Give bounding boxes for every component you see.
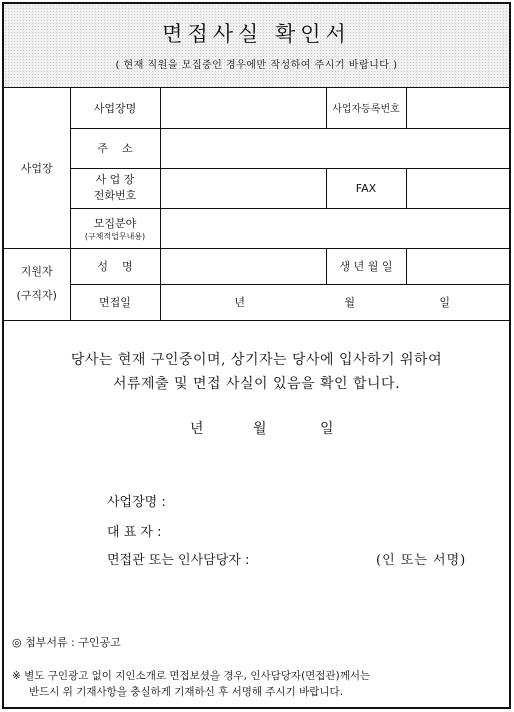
fax-field[interactable] <box>406 168 509 208</box>
applicant-heading-line1: 지원자 <box>20 265 53 278</box>
confirmation-statement <box>4 348 509 396</box>
applicant-heading-line2: (구직자) <box>16 289 57 302</box>
recruit-field-sublabel: (구체적업무내용) <box>84 231 146 241</box>
recruit-field-label <box>70 208 160 248</box>
applicant-name-field[interactable] <box>160 248 326 284</box>
applicant-name-label: 성 명 <box>70 248 160 284</box>
interview-year-label: 년 <box>234 296 246 309</box>
address-label: 주 소 <box>70 128 160 168</box>
business-reg-no-field[interactable] <box>406 88 509 128</box>
statement-day-label: 일 <box>320 421 334 437</box>
interview-date-field[interactable] <box>160 284 509 320</box>
attachment-note: ◎ 첨부서류 : 구인공고 <box>12 636 121 649</box>
interview-day-label: 일 <box>439 296 451 309</box>
document-title: 면접사실 확인서 <box>162 22 351 46</box>
recruit-field-input[interactable] <box>160 208 509 248</box>
birth-date-field[interactable] <box>406 248 509 284</box>
signature-representative-label: 대 표 자 : <box>107 525 162 540</box>
form-header <box>4 4 509 88</box>
statement-line-2: 서류제출 및 면접 사실이 있음을 확인 합니다. <box>112 376 401 392</box>
company-phone-field[interactable] <box>160 168 326 208</box>
document-subtitle: ( 현재 직원을 모집중인 경우에만 작성하여 주시기 바랍니다 ) <box>115 60 398 71</box>
applicant-section-heading <box>4 248 70 320</box>
signature-interviewer-label: 면접관 또는 인사담당자 : <box>107 553 250 568</box>
fax-label: FAX <box>326 168 406 208</box>
statement-year-label: 년 <box>190 421 204 437</box>
company-section-heading: 사업장 <box>4 88 70 248</box>
statement-month-label: 월 <box>253 421 267 437</box>
statement-line-1: 당사는 현재 구인중이며, 상기자는 당사에 입사하기 위하여 <box>70 352 443 368</box>
info-table <box>4 88 509 321</box>
company-phone-label-line2: 전화번호 <box>93 189 137 202</box>
recruit-field-label-main: 모집분야 <box>93 216 137 230</box>
company-phone-label-line1: 사 업 장 <box>95 173 135 186</box>
form-frame <box>2 2 511 709</box>
company-phone-label <box>70 168 160 208</box>
interview-month-label: 월 <box>344 296 356 309</box>
seal-or-signature-note: (인 또는 서명) <box>376 553 467 568</box>
footer-note <box>12 668 370 700</box>
signature-company-label: 사업장명 : <box>107 495 166 510</box>
business-reg-no-label: 사업자등록번호 <box>326 88 406 128</box>
footer-note-line-2: 반드시 위 기재사항을 충실하게 기재하신 후 서명해 주시기 바랍니다. <box>29 686 344 698</box>
birth-date-label: 생 년 월 일 <box>326 248 406 284</box>
address-field[interactable] <box>160 128 509 168</box>
interview-date-label: 면접일 <box>70 284 160 320</box>
company-name-label: 사업장명 <box>70 88 160 128</box>
company-name-field[interactable] <box>160 88 326 128</box>
footer-note-line-1: ※ 별도 구인광고 없이 지인소개로 면접보셨을 경우, 인사담당자(면접관)께서는 <box>12 670 371 682</box>
